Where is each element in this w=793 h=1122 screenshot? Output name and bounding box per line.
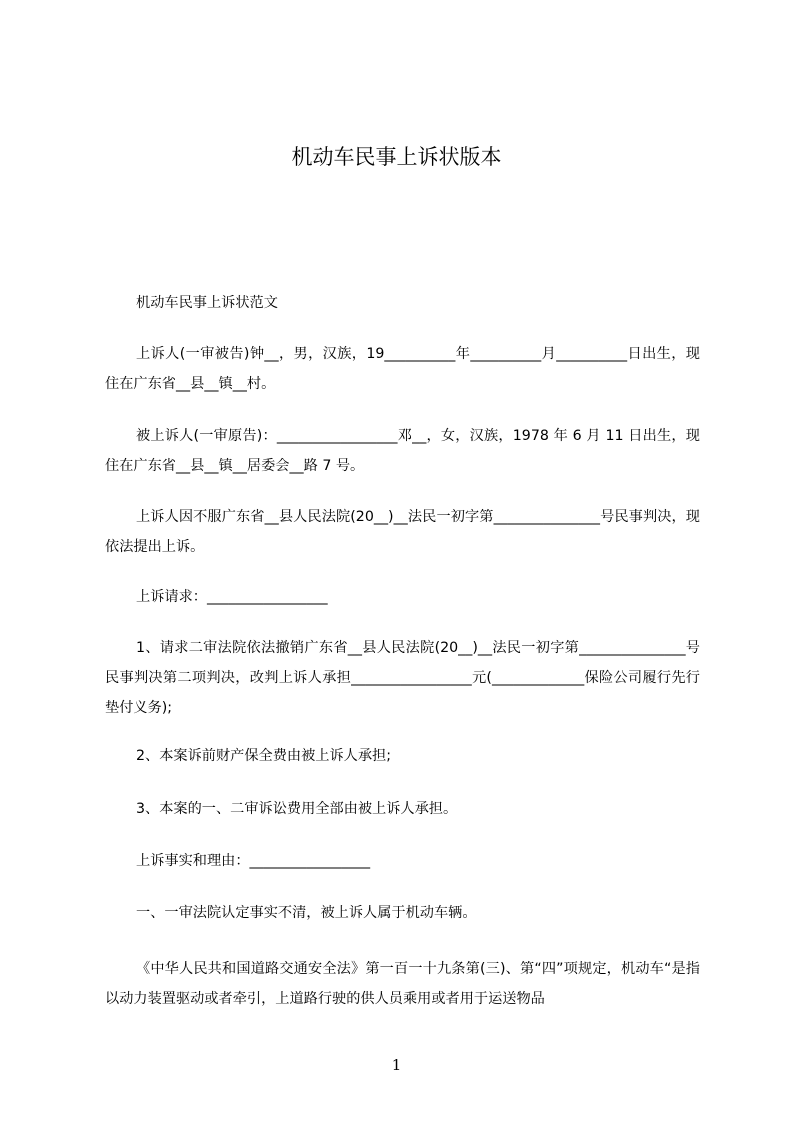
paragraph-appellee: 被上诉人(一审原告)：_________________邓__，女，汉族，1978 年 6 月 11 日出生，现住在广东省__县__镇__居委会__路 7 号。 bbox=[105, 428, 700, 474]
paragraph-facts-heading: 上诉事实和理由：_________________ bbox=[136, 853, 371, 869]
page-number: 1 bbox=[391, 1056, 402, 1074]
paragraph-appellant: 上诉人(一审被告)钟__，男，汉族，19__________年__________月__________日出生，现住在广东省__县__镇__村。 bbox=[105, 346, 700, 392]
paragraph-law-citation: 《中华人民共和国道路交通安全法》第一百一十九条第(三)、第“四”项规定，机动车“是指以动力装置驱动或者牵引，上道路行驶的供人员乘用或者用于运送物品 bbox=[105, 961, 700, 1007]
document-title: 机动车民事上诉状版本 bbox=[291, 145, 502, 169]
paragraph-appeal-reason: 上诉人因不服广东省__县人民法院(20__)__法民一初字第_______________号民事判决，现依法提出上诉。 bbox=[105, 509, 700, 555]
paragraph-request-3: 3、本案的一、二审诉讼费用全部由被上诉人承担。 bbox=[136, 801, 458, 817]
paragraph-subtitle: 机动车民事上诉状范文 bbox=[136, 295, 278, 311]
paragraph-appeal-request: 上诉请求：_________________ bbox=[136, 589, 328, 605]
paragraph-fact-1: 一、一审法院认定事实不清，被上诉人属于机动车辆。 bbox=[136, 905, 477, 921]
paragraph-request-2: 2、本案诉前财产保全费由被上诉人承担; bbox=[136, 748, 391, 764]
paragraph-request-1: 1、请求二审法院依法撤销广东省__县人民法院(20__)__法民一初字第_______________号民事判决第二项判决，改判上诉人承担_________________元(_____________保险公司履行先行垫付义务); bbox=[105, 640, 700, 716]
